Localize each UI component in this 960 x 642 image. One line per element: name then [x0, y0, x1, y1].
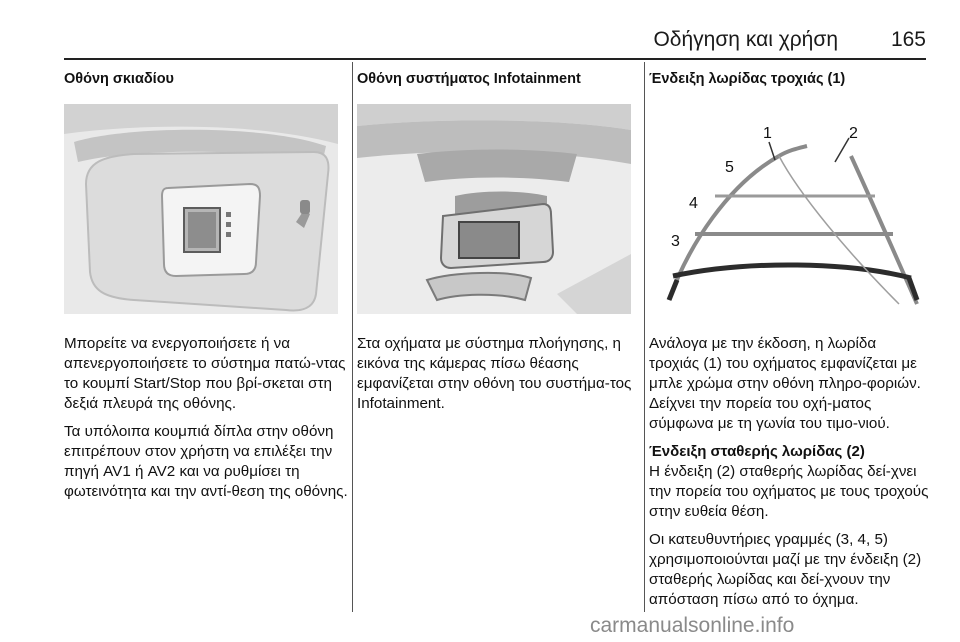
- column-visor-screen: [64, 62, 348, 612]
- visor-paragraph-1: Μπορείτε να ενεργοποιήσετε ή να απενεργοποιήσετε το σύστημα πατώ-ντας το κουμπί Start/Stop που βρί-σκεται στη δεξιά πλευρά της οθόνης.: [64, 335, 346, 412]
- callout-label-2: 2: [849, 125, 858, 142]
- infotainment-drawing: [357, 104, 631, 314]
- trajectory-paragraph-1: Ανάλογα με την έκδοση, η λωρίδα τροχιάς (1) του οχήματος εμφανίζεται με μπλε χρώμα στην οθόνη πληρο-φοριών. Δείχνει την πορεία του οχή-ματος σύμφωνα με τη γωνία του τιμο-νιού.: [649, 335, 921, 432]
- section-title-visor-screen: Οθόνη σκιαδίου: [64, 71, 174, 87]
- parking-guide-lines-diagram: [649, 104, 923, 314]
- infotainment-screen-illustration: [357, 104, 631, 314]
- infotainment-paragraph: Στα οχήματα με σύστημα πλοήγησης, η εικόνα της κάμερας πίσω θέασης εμφανίζεται στην οθόνη του συστήμα-τος Infotainment.: [357, 335, 632, 412]
- callout-label-4: 4: [689, 195, 698, 212]
- visor-screen-illustration: [64, 104, 338, 314]
- callout-label-5: 5: [725, 159, 734, 176]
- fixed-lane-subheading: Ένδειξη σταθερής λωρίδας (2): [649, 443, 865, 460]
- callout-label-3: 3: [671, 233, 680, 250]
- footer-watermark: carmanualsonline.info: [590, 614, 795, 637]
- column-divider-2: [644, 62, 645, 612]
- visor-screen-drawing: [64, 104, 338, 314]
- column-divider-1: [352, 62, 353, 612]
- column-trajectory-lane: [649, 62, 929, 612]
- column-infotainment-screen: [357, 62, 639, 612]
- header-divider: [64, 58, 926, 60]
- section-title-infotainment: Οθόνη συστήματος Infotainment: [357, 71, 581, 87]
- page-header-title: Οδήγηση και χρήση: [653, 28, 838, 51]
- page-header: [0, 0, 960, 60]
- fixed-lane-paragraph: Η ένδειξη (2) σταθερής λωρίδας δεί-χνει την πορεία του οχήματος με τους τροχούς στην ευθεία θέση.: [649, 463, 929, 520]
- page-number: 165: [890, 28, 926, 51]
- callout-label-1: 1: [763, 125, 772, 142]
- guide-lines-paragraph: Οι κατευθυντήριες γραμμές (3, 4, 5) χρησιμοποιούνται μαζί με την ένδειξη (2) σταθερής λωρίδας και δεί-χνουν την απόσταση πίσω από το όχημα.: [649, 531, 922, 608]
- section-title-trajectory-lane: Ένδειξη λωρίδας τροχιάς (1): [649, 71, 846, 87]
- visor-paragraph-2: Τα υπόλοιπα κουμπιά δίπλα στην οθόνη επιτρέπουν στον χρήστη να επιλέξει την πηγή AV1 ή AV2 και να ρυθμίσει τη φωτεινότητα και την αντί-θεση της οθόνης.: [64, 423, 348, 500]
- guide-lines-drawing: [649, 104, 923, 314]
